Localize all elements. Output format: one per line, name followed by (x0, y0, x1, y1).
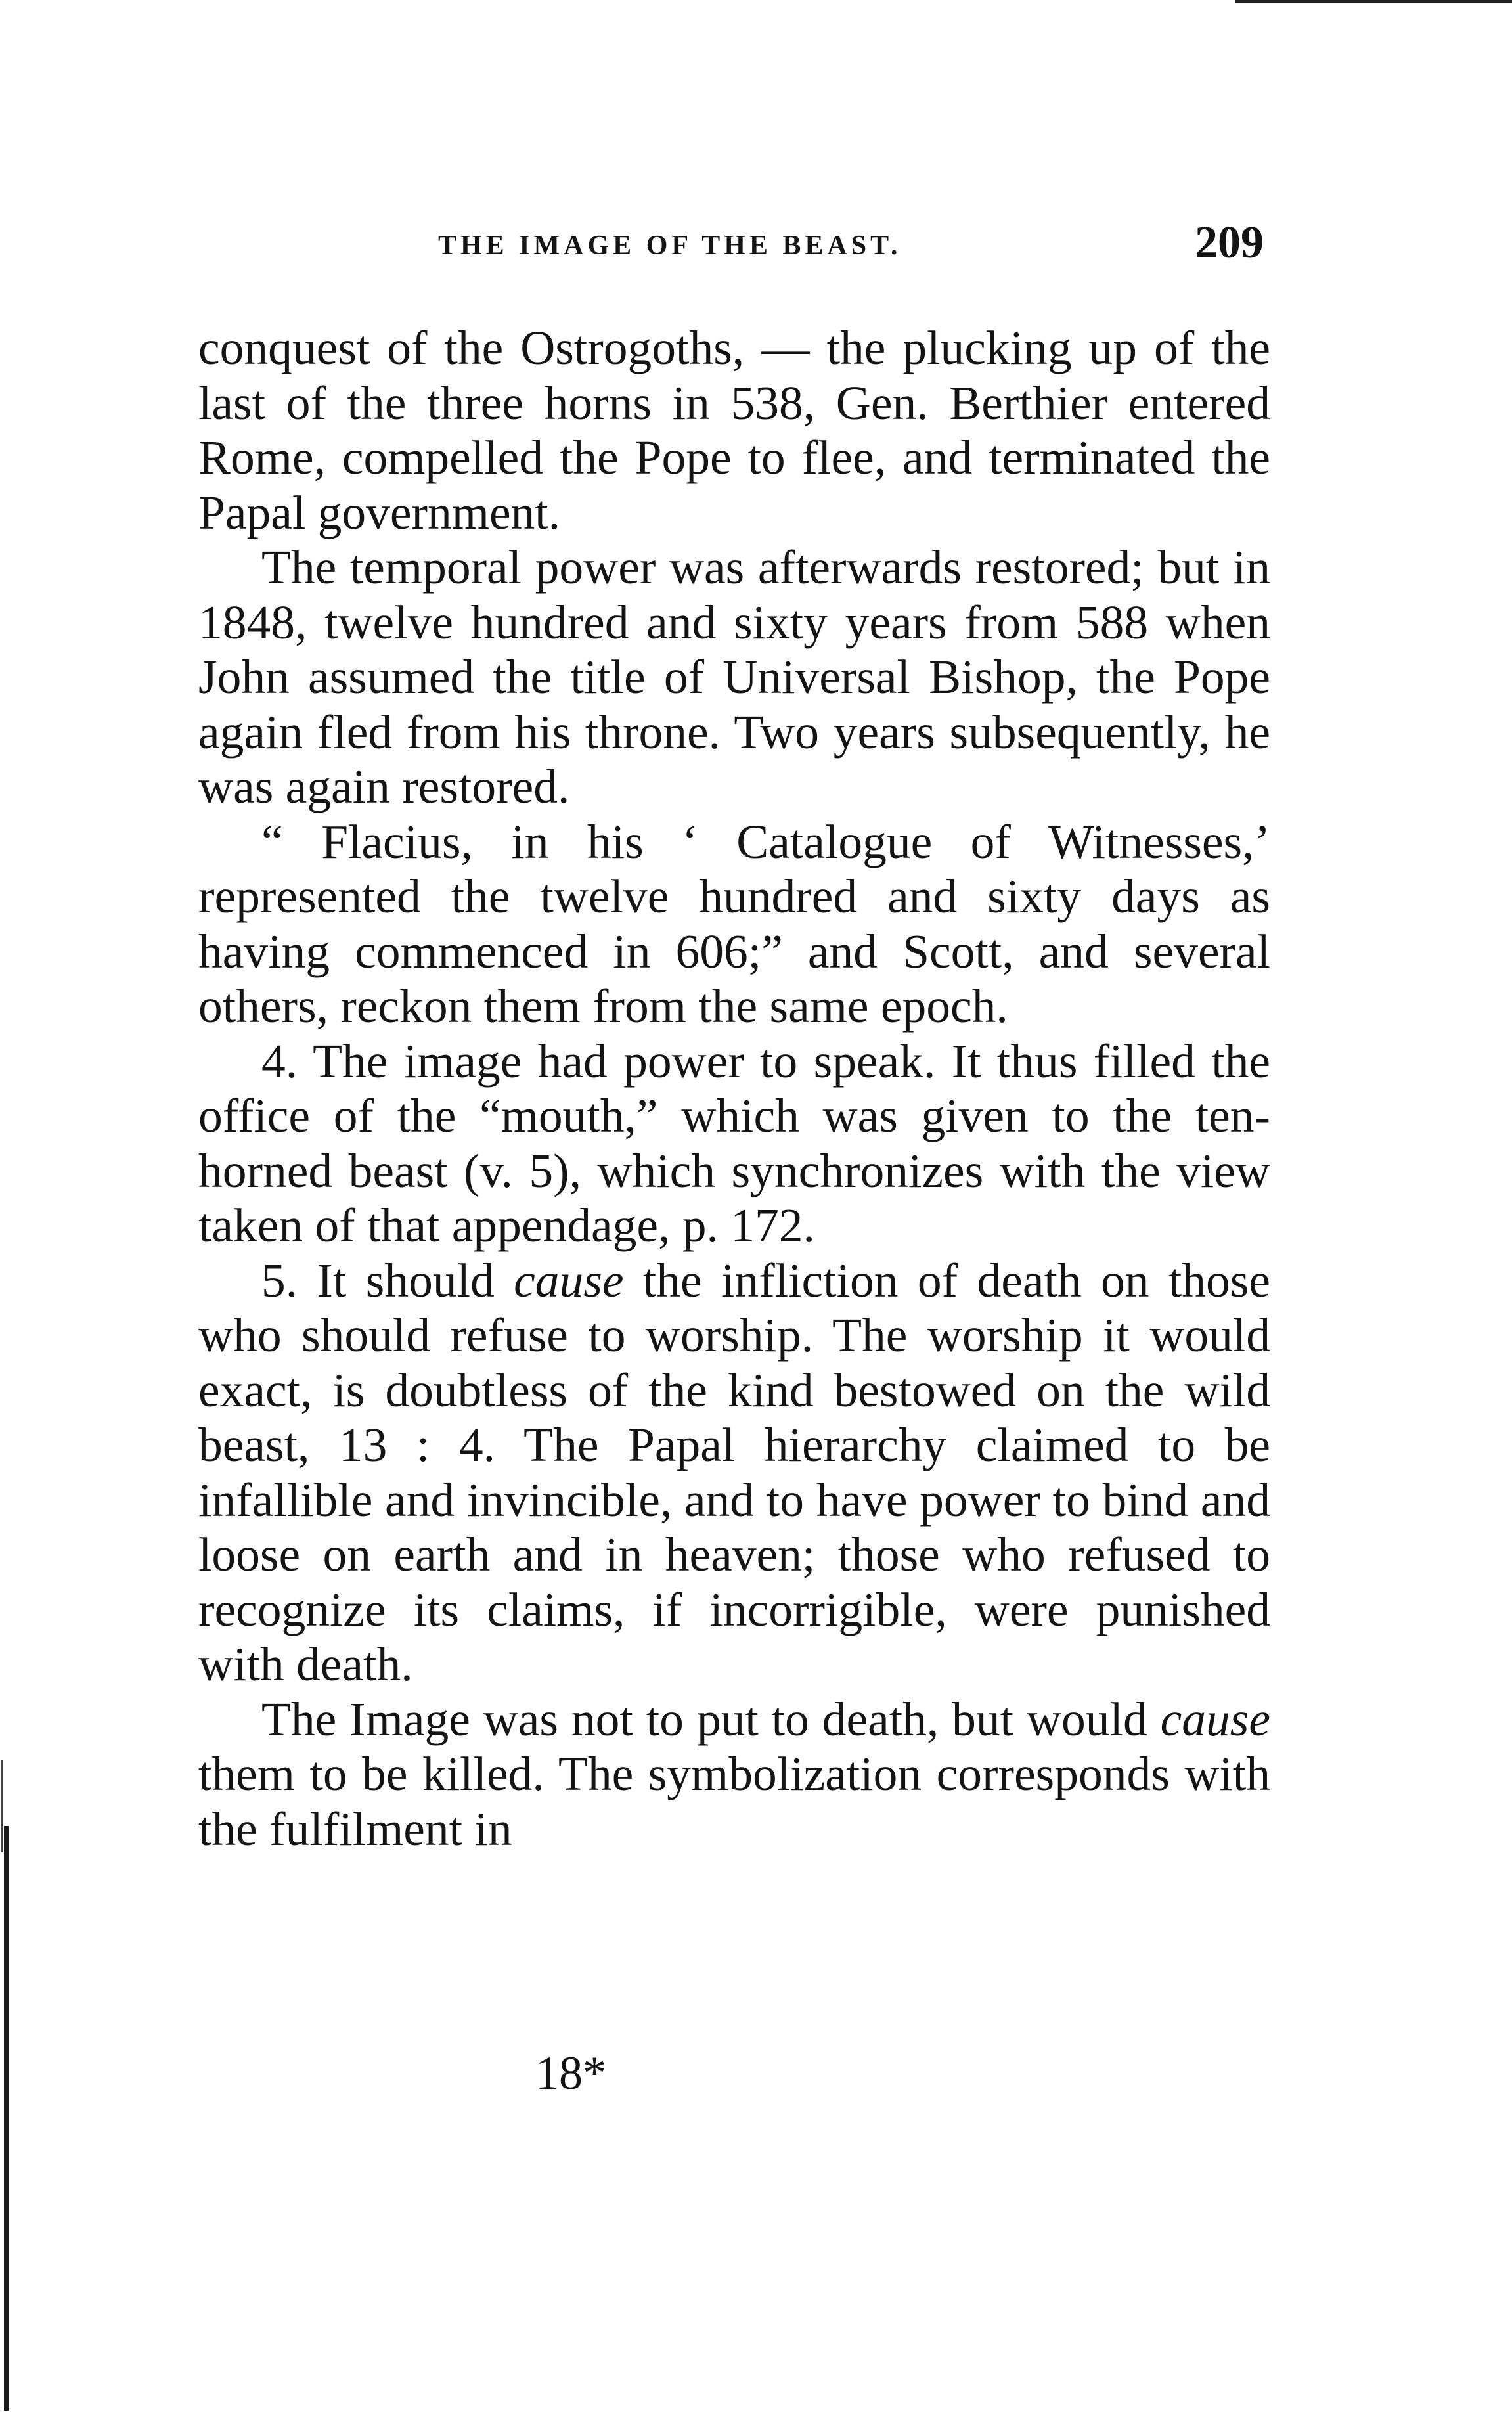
text-segment: 5. It should (261, 1253, 514, 1307)
paragraph (198, 321, 1270, 540)
left-edge-shadow (4, 1826, 9, 2411)
paragraph (198, 1034, 1270, 1253)
body-text (198, 321, 1270, 1856)
emphasis-text: cause (1160, 1692, 1270, 1746)
text-segment: The temporal power was afterwards restored; but in 1848, twelve hundred and sixty years from 588 when John assumed the title of Universal Bishop, the Pope again fled from his throne. Two years subsequently, he was again restored. (198, 541, 1270, 813)
paragraph (198, 1692, 1270, 1857)
top-edge-rule (1235, 0, 1512, 3)
text-segment: “ Flacius, in his ‘ Catalogue of Witnesses,’ represented the twelve hundred and sixty days as having commenced in 606;” and Scott, and several others, reckon them from the same epoch. (198, 815, 1270, 1033)
emphasis-text: cause (514, 1253, 624, 1307)
book-page (198, 217, 1270, 1856)
paragraph (198, 540, 1270, 815)
text-segment: the infliction of death on those who should refuse to worship. The worship it would exact, is doubtless of the kind bestowed on the wild beast, 13 : 4. The Papal hierarchy claimed to be infallible and invincible, and to have power to bind and loose on earth and in heaven; those who refused to recognize its claims, if incorrigible, were punished with death. (198, 1253, 1270, 1691)
running-title: THE IMAGE OF THE BEAST. (438, 231, 902, 261)
paragraph (198, 1253, 1270, 1692)
running-head (198, 217, 1270, 289)
text-segment: them to be killed. The symbolization corresponds with the fulfilment in (198, 1747, 1270, 1856)
text-segment: 4. The image had power to speak. It thus filled the office of the “mouth,” which was given to the ten-horned beast (v. 5), which synchronizes with the view taken of that appendage, p. 172. (198, 1034, 1270, 1252)
left-edge-shadow-thin (1, 1760, 3, 1852)
signature-mark: 18* (535, 2047, 606, 2099)
text-segment: The Image was not to put to death, but would (261, 1692, 1161, 1746)
paragraph (198, 815, 1270, 1034)
text-segment: conquest of the Ostrogoths, — the plucking up of the last of the three horns in 538, Gen. Berthier entered Rome, compelled the Pope to flee, and terminated the Papal government. (198, 321, 1270, 539)
page-number: 209 (1195, 217, 1264, 268)
